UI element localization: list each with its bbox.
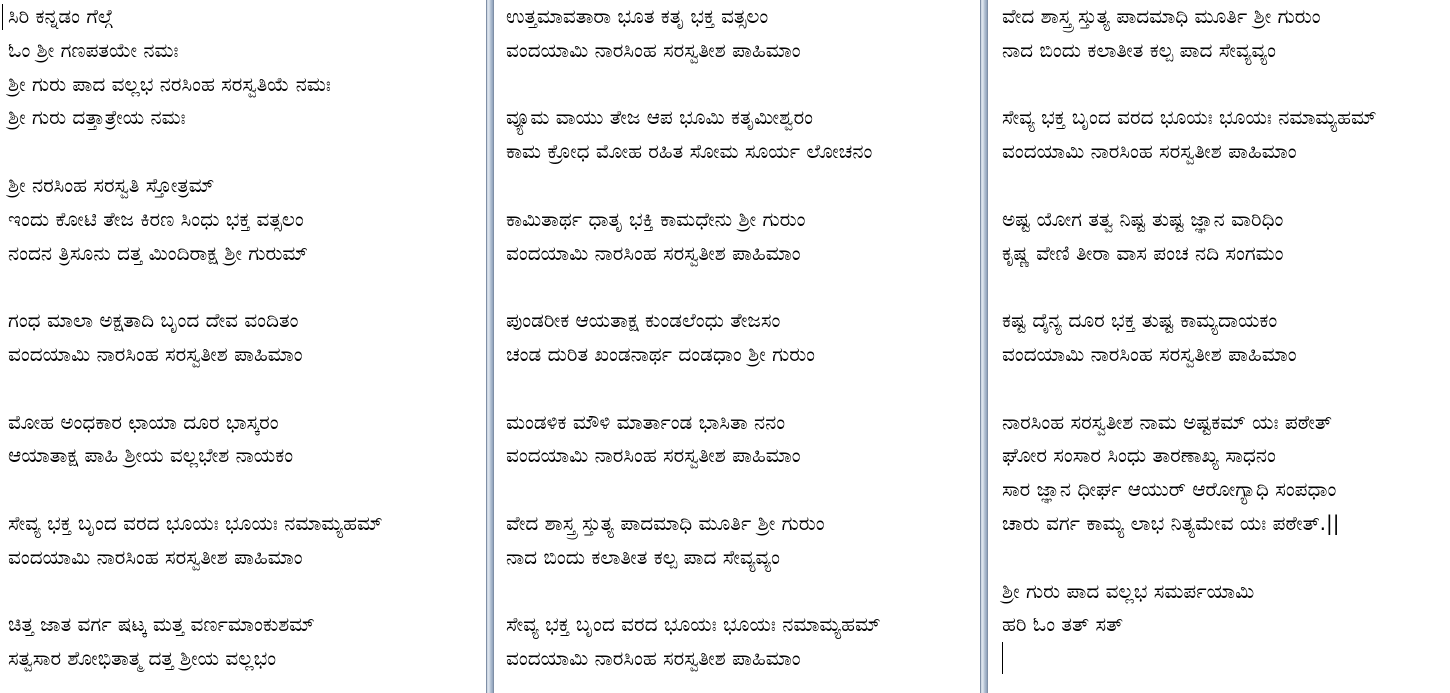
text-lines [0, 0, 383, 676]
document-column-3[interactable] [988, 0, 1450, 693]
blank-line [8, 575, 383, 609]
blank-line [506, 68, 881, 102]
blank-line [506, 575, 881, 609]
text-line: ಅಷ್ಟ ಯೋಗ ತತ್ವ ನಿಷ್ಟ ತುಷ್ಟ ಜ್ಞಾನ ವಾರಿಧಿಂ [1002, 206, 1284, 231]
blank-line [1002, 169, 1377, 203]
text-line: ಮೋಹ ಅಂಧಕಾರ ಛಾಯಾ ದೂರ ಭಾಸ್ಕರಂ [8, 409, 279, 434]
text-line: ಶ್ರೀ ಗುರು ಪಾದ ವಲ್ಲಭ ನರಸಿಂಹ ಸರಸ್ವತಿಯೆ ನಮಃ [8, 71, 331, 96]
text-line: ಚಿತ್ತ ಜಾತ ವರ್ಗ ಷಟ್ಕ ಮತ್ತ ವರ್ಣಮಾಂಕುಶಮ್ [8, 612, 315, 637]
blank-line [506, 169, 881, 203]
blank-line [8, 473, 383, 507]
text-line: ನಂದನ ತ್ರಿಸೂನು ದತ್ತ ಮಿಂದಿರಾಕ್ಷ ಶ್ರೀ ಗುರುಮ್ [8, 240, 308, 265]
text-line: ಸಾರ ಜ್ಞಾನ ಧೀರ್ಘ ಆಯುರ್ ಆರೋಗ್ಯಾಧಿ ಸಂಪಧಾಂ [1002, 477, 1337, 502]
document-column-2[interactable] [494, 0, 980, 693]
text-line: ಕೃಷ್ಣ ವೇಣಿ ತೀರಾ ವಾಸ ಪಂಚ ನದಿ ಸಂಗಮಂ [1002, 240, 1284, 265]
text-line: ಸೇವ್ಯ ಭಕ್ತ ಬೃಂದ ವರದ ಭೂಯಃ ಭೂಯಃ ನಮಾಮ್ಯಹಮ್ [1002, 105, 1377, 130]
text-line: ವಂದಯಾಮಿ ನಾರಸಿಂಹ ಸರಸ್ವತೀಶ ಪಾಹಿಮಾಂ [1002, 139, 1297, 164]
blank-line [8, 270, 383, 304]
document-column-1[interactable] [0, 0, 486, 693]
text-line: ಕಾಮ ಕ್ರೋಧ ಮೋಹ ರಹಿತ ಸೋಮ ಸೂರ್ಯ ಲೋಚನಂ [506, 139, 873, 164]
text-line: ವಂದಯಾಮಿ ನಾರಸಿಂಹ ಸರಸ್ವತೀಶ ಪಾಹಿಮಾಂ [8, 544, 303, 569]
text-line: ಸತ್ವಸಾರ ಶೋಭಿತಾತ್ಮ ದತ್ತ ಶ್ರೀಯ ವಲ್ಲಭಂ [8, 646, 277, 671]
text-line: ವಂದಯಾಮಿ ನಾರಸಿಂಹ ಸರಸ್ವತೀಶ ಪಾಹಿಮಾಂ [506, 37, 801, 62]
text-line: ವಂದಯಾಮಿ ನಾರಸಿಂಹ ಸರಸ್ವತೀಶ ಪಾಹಿಮಾಂ [8, 341, 303, 366]
text-line: ವಂದಯಾಮಿ ನಾರಸಿಂಹ ಸರಸ್ವತೀಶ ಪಾಹಿಮಾಂ [506, 646, 801, 671]
text-line: ಓಂ ಶ್ರೀ ಗಣಪತಯೇ ನಮಃ [8, 37, 179, 62]
text-lines [494, 0, 881, 676]
text-line: ಸೇವ್ಯ ಭಕ್ತ ಬೃಂದ ವರದ ಭೂಯಃ ಭೂಯಃ ನಮಾಮ್ಯಹಮ್ [506, 612, 881, 637]
text-line: ವಂದಯಾಮಿ ನಾರಸಿಂಹ ಸರಸ್ವತೀಶ ಪಾಹಿಮಾಂ [1002, 341, 1297, 366]
text-line: ಗಂಧ ಮಾಲಾ ಅಕ್ಷತಾದಿ ಬೃಂದ ದೇವ ವಂದಿತಂ [8, 308, 299, 333]
text-line: ವ್ಯೂಮ ವಾಯು ತೇಜ ಆಪ ಭೂಮಿ ಕತೃಮೀಶ್ವರಂ [506, 105, 814, 130]
blank-line [506, 270, 881, 304]
text-line: ಕಷ್ಟ ದೈನ್ಯ ದೂರ ಭಕ್ತ ತುಷ್ಟ ಕಾಮ್ಯದಾಯಕಂ [1002, 308, 1278, 333]
text-line: ಉತ್ತಮಾವತಾರಾ ಭೂತ ಕತೃ ಭಕ್ತ ವತ್ಸಲಂ [506, 4, 769, 28]
blank-line [1002, 270, 1377, 304]
text-line: ಚಂಡ ದುರಿತ ಖಂಡನಾರ್ಥ ದಂಡಧಾಂ ಶ್ರೀ ಗುರುಂ [506, 341, 816, 366]
text-line: ನಾದ ಬಿಂದು ಕಲಾತೀತ ಕಲ್ಪ ಪಾದ ಸೇವ್ಯವ್ಯಂ [1002, 37, 1276, 62]
text-line: ಘೋರ ಸಂಸಾರ ಸಿಂಧು ತಾರಣಾಖ್ಯ ಸಾಧನಂ [1002, 443, 1276, 468]
blank-line [506, 473, 881, 507]
text-line: ವಂದಯಾಮಿ ನಾರಸಿಂಹ ಸರಸ್ವತೀಶ ಪಾಹಿಮಾಂ [506, 443, 801, 468]
text-line: ಶ್ರೀ ಗುರು ಪಾದ ವಲ್ಲಭ ಸಮರ್ಪಯಾಮಿ [1002, 578, 1255, 603]
text-cursor [1002, 642, 1003, 674]
text-line: ವೇದ ಶಾಸ್ತ್ರ ಸ್ತುತ್ಯ ಪಾದಮಾಧಿ ಮೂರ್ತಿ ಶ್ರೀ ಗುರುಂ [1002, 4, 1321, 28]
text-line: ಪುಂಡರೀಕ ಆಯತಾಕ್ಷ ಕುಂಡಲೆಂಧು ತೇಜಸಂ [506, 308, 781, 333]
blank-line [1002, 68, 1377, 102]
column-divider[interactable] [980, 0, 988, 693]
text-line: ಶ್ರೀ ನರಸಿಂಹ ಸರಸ್ವತಿ ಸ್ತೋತ್ರಮ್ [8, 172, 215, 197]
text-line: ನಾದ ಬಿಂದು ಕಲಾತೀತ ಕಲ್ಪ ಪಾದ ಸೇವ್ಯವ್ಯಂ [506, 544, 780, 569]
text-line: ವೇದ ಶಾಸ್ತ್ರ ಸ್ತುತ್ಯ ಪಾದಮಾಧಿ ಮೂರ್ತಿ ಶ್ರೀ ಗುರುಂ [506, 510, 825, 535]
text-line: ವಂದಯಾಮಿ ನಾರಸಿಂಹ ಸರಸ್ವತೀಶ ಪಾಹಿಮಾಂ [506, 240, 801, 265]
text-line: ನಾರಸಿಂಹ ಸರಸ್ವತೀಶ ನಾಮ ಅಷ್ಟಕಮ್ ಯಃ ಪಠೇತ್ [1002, 409, 1332, 434]
blank-line [1002, 372, 1377, 406]
text-line: ಸಿರಿ ಕನ್ನಡಂ ಗೆಲ್ಗೆ [8, 4, 113, 28]
blank-line [506, 372, 881, 406]
text-lines [988, 0, 1377, 642]
blank-line [1002, 541, 1377, 575]
blank-line [8, 372, 383, 406]
text-line: ಆಯಾತಾಕ್ಷ ಪಾಹಿ ಶ್ರೀಯ ವಲ್ಲಭೇಶ ನಾಯಕಂ [8, 443, 294, 468]
text-line: ಚಾರು ವರ್ಗ ಕಾಮ್ಯ ಲಾಭ ನಿತ್ಯಮೇವ ಯಃ ಪಠೇತ್.|| [1002, 510, 1340, 535]
text-line: ಹರಿ ಓಂ ತತ್ ಸತ್ [1002, 612, 1124, 637]
blank-line [8, 135, 383, 169]
text-line: ಇಂದು ಕೋಟಿ ತೇಜ ಕಿರಣ ಸಿಂಧು ಭಕ್ತ ವತ್ಸಲಂ [8, 206, 304, 231]
text-line: ಕಾಮಿತಾರ್ಥ ಧಾತೃ ಭಕ್ತಿ ಕಾಮಧೇನು ಶ್ರೀ ಗುರುಂ [506, 206, 806, 231]
text-line: ಸೇವ್ಯ ಭಕ್ತ ಬೃಂದ ವರದ ಭೂಯಃ ಭೂಯಃ ನಮಾಮ್ಯಹಮ್ [8, 510, 383, 535]
text-line: ಶ್ರೀ ಗುರು ದತ್ತಾತ್ರೇಯ ನಮಃ [8, 105, 186, 130]
text-line: ಮಂಡಳಿಕ ಮೌಳಿ ಮಾರ್ತಾಂಡ ಭಾಸಿತಾ ನನಂ [506, 409, 786, 434]
column-divider[interactable] [486, 0, 494, 693]
